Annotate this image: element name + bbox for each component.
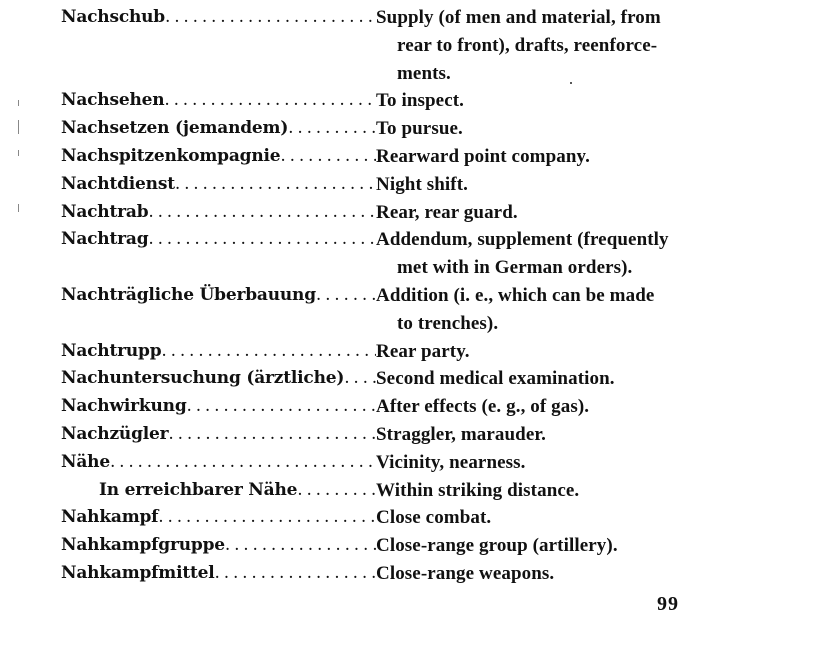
entry-definition [376, 282, 756, 338]
page-number: 99 [657, 593, 679, 615]
dot-leader [168, 421, 376, 449]
entry-definition [376, 365, 756, 393]
entry-term [61, 449, 376, 477]
dot-leader [175, 171, 376, 199]
definition-line: Close-range weapons. [376, 562, 555, 584]
definition-line: Close-range group (artillery). [376, 535, 618, 557]
entry-term-text: In erreichbarer Nähe [99, 479, 298, 500]
definition-line: Straggler, marauder. [376, 423, 546, 445]
definition-line: Supply (of men and material, from [376, 7, 661, 28]
entry-term [61, 143, 376, 171]
entry-definition [376, 143, 756, 171]
entry-definition [376, 421, 756, 449]
entry-definition [376, 449, 756, 477]
definition-line: ments. [397, 62, 451, 84]
entry-definition [376, 115, 756, 143]
entry-term-text: Nachträgliche Überbauung [61, 284, 316, 305]
definition-line: Addition (i. e., which can be made [376, 284, 655, 306]
entry-definition [376, 477, 756, 505]
entry-term-text: Nachsetzen (jemandem) [61, 118, 289, 139]
dot-leader [225, 532, 376, 560]
glossary-entry [61, 4, 761, 87]
entry-term-text: Nachwirkung [61, 396, 187, 417]
definition-line: Rear party. [376, 340, 470, 362]
dot-leader [158, 504, 376, 532]
dot-leader [161, 338, 376, 366]
entry-definition [376, 171, 756, 199]
entry-term-text: Nahkampfgruppe [61, 535, 225, 556]
entry-term-text: Nachschub [61, 7, 165, 27]
glossary-entry [61, 171, 761, 199]
glossary-entry [61, 365, 761, 393]
dot-leader [288, 115, 376, 143]
definition-line: Night shift. [376, 173, 468, 195]
definition-line: Vicinity, nearness. [376, 451, 526, 473]
glossary-list [61, 4, 761, 588]
entry-definition [376, 393, 756, 421]
definition-line: To inspect. [376, 90, 465, 112]
dot-leader [316, 282, 376, 310]
margin-scan-marks [18, 100, 22, 220]
dot-leader [215, 560, 376, 588]
definition-line: to trenches). [397, 312, 499, 334]
dot-leader [165, 4, 376, 32]
entry-term [61, 560, 376, 588]
glossary-entry [61, 421, 761, 449]
glossary-subentry [61, 477, 761, 505]
definition-line: Rearward point company. [376, 145, 590, 167]
dot-leader [148, 226, 376, 254]
definition-line: After effects (e. g., of gas). [376, 396, 590, 418]
glossary-entry [61, 449, 761, 477]
glossary-entry [61, 282, 761, 338]
entry-definition [376, 87, 756, 115]
definition-line: Second medical examination. [376, 368, 615, 390]
definition-line: Addendum, supplement (frequently [376, 229, 669, 251]
entry-term [61, 393, 376, 421]
entry-term [61, 365, 376, 393]
glossary-entry [61, 143, 761, 171]
entry-term [61, 532, 376, 560]
entry-definition [376, 504, 756, 532]
definition-line: Rear, rear guard. [376, 201, 518, 223]
glossary-entry [61, 115, 761, 143]
definition-line: met with in German orders). [397, 257, 633, 279]
entry-term [61, 338, 376, 366]
entry-term-text: Nachtrab [61, 201, 149, 222]
definition-line: rear to front), drafts, reenforce- [397, 34, 658, 56]
definition-line: To pursue. [376, 118, 463, 140]
entry-term-text: Nähe [61, 451, 110, 472]
dot-leader [110, 449, 376, 477]
entry-term [61, 421, 376, 449]
entry-term-text: Nachuntersuchung (ärztliche) [61, 368, 345, 389]
glossary-entry [61, 338, 761, 366]
dot-leader [148, 199, 376, 227]
entry-term [61, 226, 376, 254]
entry-definition [376, 226, 756, 282]
entry-term-text: Nahkampf [61, 507, 159, 528]
entry-term-text: Nachtdienst [61, 173, 175, 194]
entry-term [61, 199, 376, 227]
glossary-entry [61, 560, 761, 588]
entry-term [61, 171, 376, 199]
dot-leader [344, 365, 376, 393]
dot-leader [280, 143, 376, 171]
entry-term-text: Nahkampfmittel [61, 562, 215, 583]
dot-leader [164, 87, 376, 115]
entry-definition [376, 338, 756, 366]
entry-term-text: Nachtrag [61, 229, 149, 250]
dot-leader [297, 477, 376, 505]
entry-term-text: Nachsehen [61, 90, 165, 111]
entry-term-text: Nachspitzenkompagnie [61, 145, 281, 166]
entry-term [61, 87, 376, 115]
entry-term [61, 504, 376, 532]
glossary-entry [61, 504, 761, 532]
entry-definition [376, 199, 756, 227]
entry-term [61, 115, 376, 143]
glossary-entry [61, 532, 761, 560]
dot-leader [187, 393, 377, 421]
entry-term [61, 4, 376, 32]
entry-term [61, 282, 376, 310]
entry-term [61, 477, 376, 505]
entry-term-text: Nachzügler [61, 423, 169, 444]
glossary-entry [61, 393, 761, 421]
definition-line: Within striking distance. [376, 479, 580, 501]
glossary-entry [61, 87, 761, 115]
entry-definition [376, 532, 756, 560]
entry-term-text: Nachtrupp [61, 340, 162, 361]
glossary-entry [61, 199, 761, 227]
definition-line: Close combat. [376, 507, 492, 529]
entry-definition [376, 560, 756, 588]
glossary-entry [61, 226, 761, 282]
entry-definition [376, 4, 756, 87]
